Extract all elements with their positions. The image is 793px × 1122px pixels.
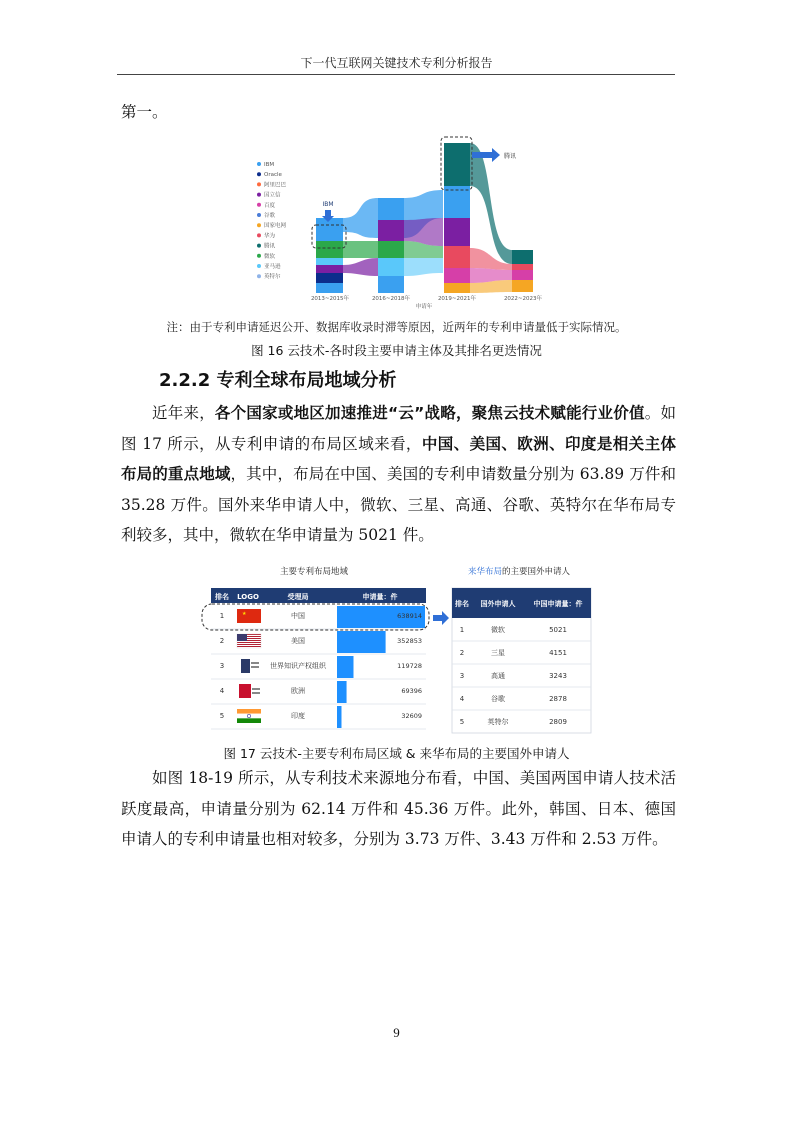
row-office: 中国 — [291, 612, 305, 620]
right-table-title — [468, 566, 571, 577]
figure-17-caption: 图 17 云技术-主要专利布局区域 & 来华布局的主要国外申请人 — [223, 746, 570, 761]
applicant-rank: 5 — [459, 718, 465, 726]
count-bar — [337, 631, 386, 653]
legend-marker — [257, 213, 261, 217]
applicant-rank: 2 — [459, 649, 465, 657]
row-count: 69396 — [401, 687, 422, 695]
applicant-count: 4151 — [549, 649, 567, 657]
applicant-rank: 1 — [459, 626, 465, 634]
legend-item: 亚马逊 — [264, 264, 281, 270]
wipo-flag-icon — [241, 659, 259, 673]
row-count: 638914 — [397, 612, 422, 620]
legend-marker — [257, 233, 261, 237]
right-header-applicant: 国外申请人 — [480, 600, 516, 608]
china-flag-icon — [237, 609, 261, 623]
right-table-rows — [452, 625, 591, 726]
svg-text:★: ★ — [242, 611, 247, 617]
epo-flag-icon — [239, 684, 260, 698]
right-title-rest: 的主要国外申请人 — [502, 567, 571, 577]
legend-item: 阿里巴巴 — [264, 182, 287, 189]
legend-marker — [257, 182, 261, 186]
right-title-highlight: 来华布局 — [467, 567, 502, 577]
page-header-title: 下一代互联网关键技术专利分析报告 — [300, 56, 493, 70]
legend-item: 华为 — [264, 233, 276, 240]
row-office: 美国 — [291, 637, 305, 645]
flow-ibm — [343, 198, 378, 238]
applicant-name: 高通 — [491, 672, 505, 680]
figure-17-tables — [0, 560, 793, 740]
legend-item: 国家电网 — [264, 223, 287, 230]
legend-item: Oracle — [264, 172, 282, 179]
applicant-rank: 4 — [459, 695, 465, 703]
legend-marker — [257, 172, 261, 176]
period-label: 2016~2018年 — [371, 296, 411, 302]
row-count: 32609 — [401, 712, 422, 720]
legend-marker — [257, 264, 261, 268]
legend-item: 谷歌 — [264, 213, 276, 219]
row-rank: 1 — [219, 612, 225, 620]
text-run: 。如图 17 所示，从专利申请的布局区域来看， — [121, 404, 676, 453]
row-rank: 2 — [219, 637, 225, 645]
right-header-count: 中国申请量：件 — [533, 600, 583, 608]
row-count: 352853 — [397, 637, 422, 645]
flow-green — [343, 241, 378, 258]
text-run: ，其中，布局在中国、美国的专利申请数量分别为 63.89 万件和 35.28 万件。国外来华申请人中，微软、三星、高通、谷歌、英特尔在华布局专利较多，其中，微软在华申请量为 5021 件。 — [121, 465, 676, 544]
paragraph-tech-source: 如图 18-19 所示，从专利技术来源地分布看，中国、美国两国申请人技术活跃度最高，申请量分别为 62.14 万件和 45.36 万件。此外，韩国、日本、德国申请人的专利申请量也相对较多，分别为 3.73 万件、3.43 万件和 2.53 万件。 — [121, 769, 676, 848]
legend-marker — [257, 254, 261, 258]
x-axis-label: 申请年 — [415, 304, 433, 310]
india-flag-icon — [237, 709, 261, 723]
legend-marker — [257, 203, 261, 207]
applicant-rank: 3 — [459, 672, 465, 680]
right-arrow-icon — [433, 611, 449, 625]
row-office: 印度 — [291, 712, 305, 720]
figure-16-sankey — [0, 128, 793, 318]
applicant-name: 谷歌 — [491, 695, 505, 703]
node-column-2013 — [316, 218, 343, 293]
node-column-2019 — [444, 143, 470, 293]
node-column-2016 — [378, 198, 404, 293]
legend-item: 微软 — [264, 253, 276, 260]
applicant-count: 5021 — [549, 626, 567, 634]
right-header-rank: 排名 — [455, 600, 469, 608]
applicant-count: 2878 — [549, 695, 567, 703]
emphasis-cloud-strategy: 各个国家或地区加速推进“云”战略，聚焦云技术赋能行业价值 — [214, 404, 645, 422]
figure-16-legend — [257, 162, 287, 280]
flow-mid-lblue — [404, 258, 443, 276]
period-labels — [311, 294, 543, 302]
legend-marker — [257, 244, 261, 248]
left-header-rank: 排名 — [215, 593, 229, 601]
legend-item: 百度 — [264, 202, 276, 209]
usa-flag-icon — [237, 634, 261, 648]
row-rank: 4 — [219, 687, 225, 695]
left-header-office: 受理局 — [287, 593, 309, 601]
left-header-count: 申请量：件 — [362, 593, 398, 601]
left-table-title: 主要专利布局地域 — [279, 567, 349, 577]
applicant-name: 微软 — [491, 626, 505, 634]
legend-item: 腾讯 — [264, 243, 276, 250]
count-bar — [337, 656, 353, 678]
tencent-annotation: 腾讯 — [504, 153, 517, 160]
period-label: 2022~2023年 — [503, 296, 543, 302]
page-header-rule — [117, 74, 675, 75]
paragraph-continued: 第一。 — [121, 103, 168, 121]
page-number: 9 — [393, 1025, 400, 1040]
flow-tencent — [470, 143, 512, 264]
flow-purple — [343, 258, 378, 276]
left-header-logo: LOGO — [237, 593, 259, 601]
node-column-2022 — [512, 250, 533, 292]
count-bar — [337, 681, 347, 703]
applicant-count: 3243 — [549, 672, 567, 680]
row-count: 119728 — [397, 662, 422, 670]
legend-marker — [257, 274, 261, 278]
row-rank: 5 — [219, 712, 225, 720]
section-heading: 2.2.2 专利全球布局地域分析 — [159, 370, 397, 391]
ibm-annotation: IBM — [322, 201, 334, 208]
text-run: 近年来， — [152, 404, 215, 422]
emphasis-key-regions: 中国、美国、欧洲、印度是相关主体布局的重点地域 — [121, 434, 676, 483]
left-table-rows — [211, 606, 426, 729]
figure-16-caption: 图 16 云技术-各时段主要申请主体及其排名更迭情况 — [251, 343, 542, 358]
legend-item: 国立信 — [264, 192, 281, 199]
paragraph-layout-analysis — [121, 398, 676, 551]
applicant-count: 2809 — [549, 718, 567, 726]
row-office: 欧洲 — [291, 687, 305, 695]
legend-item: IBM — [264, 162, 275, 168]
row-office: 世界知识产权组织 — [270, 662, 326, 670]
figure-16-note: 注：由于专利申请延迟公开、数据库收录时滞等原因，近两年的专利申请量低于实际情况。 — [166, 320, 627, 334]
period-label: 2019~2021年 — [437, 296, 477, 302]
count-bar — [337, 706, 341, 728]
legend-marker — [257, 162, 261, 166]
applicant-name: 英特尔 — [487, 718, 509, 726]
legend-marker — [257, 223, 261, 227]
applicant-name: 三星 — [491, 649, 505, 657]
legend-item: 英特尔 — [264, 274, 281, 281]
row-rank: 3 — [219, 662, 225, 670]
period-label: 2013~2015年 — [310, 296, 350, 302]
legend-marker — [257, 193, 261, 197]
